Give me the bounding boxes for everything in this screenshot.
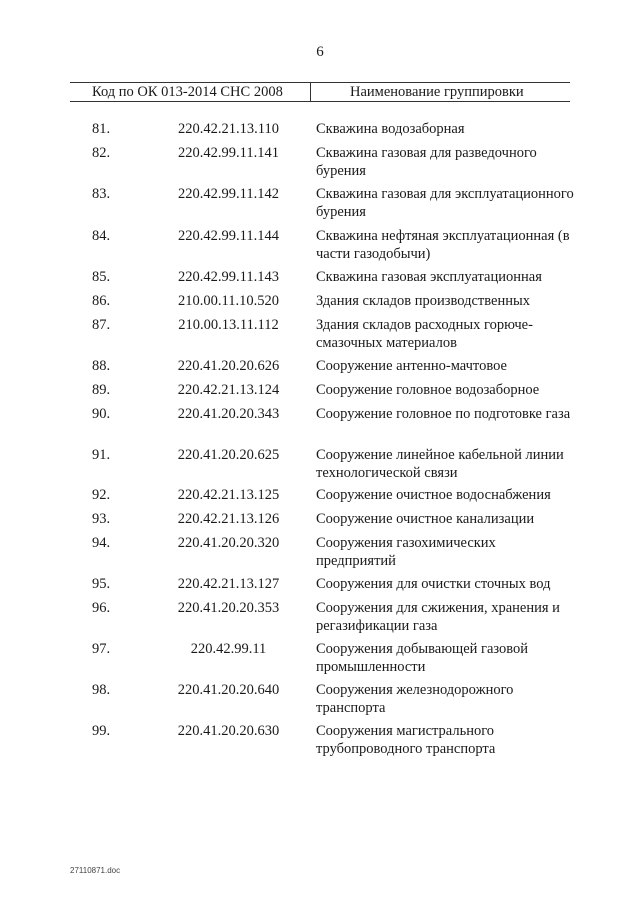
row-code: 220.42.21.13.126	[177, 511, 280, 527]
row-number: 81.	[92, 121, 111, 137]
row-number: 86.	[92, 293, 111, 309]
row-code: 220.42.21.13.127	[177, 576, 280, 592]
table-header-top-rule	[70, 82, 570, 83]
table-header-divider	[310, 83, 311, 101]
row-code: 220.41.20.20.630	[177, 723, 280, 739]
row-code: 220.42.99.11.141	[178, 145, 279, 161]
row-code: 220.42.99.11	[190, 641, 267, 657]
row-number: 85.	[92, 269, 111, 285]
row-code: 210.00.11.10.520	[178, 293, 279, 309]
row-number: 96.	[92, 600, 111, 616]
column-header-code: Код по ОК 013-2014 СНС 2008	[92, 84, 283, 100]
row-name: Скважина газовая для эксплуатационного бурения	[316, 186, 574, 220]
row-code: 220.42.99.11.142	[178, 186, 279, 202]
row-number: 97.	[92, 641, 111, 657]
row-number: 92.	[92, 487, 111, 503]
row-number: 82.	[92, 145, 111, 161]
row-name: Сооружение очистное водоснабжения	[316, 487, 551, 503]
row-name: Сооружения железнодорожного транспорта	[316, 682, 514, 716]
row-name: Сооружение антенно-мачтовое	[316, 358, 507, 374]
row-number: 99.	[92, 723, 111, 739]
row-name: Сооружение головное по подготовке газа	[316, 406, 571, 422]
row-name: Здания складов производственных	[316, 293, 530, 309]
row-code: 220.42.21.13.124	[177, 382, 280, 398]
row-name: Сооружения газохимических предприятий	[316, 535, 496, 569]
row-number: 93.	[92, 511, 111, 527]
row-number: 91.	[92, 447, 111, 463]
row-code: 220.42.99.11.143	[178, 269, 279, 285]
row-number: 94.	[92, 535, 111, 551]
row-code: 210.00.13.11.112	[178, 317, 279, 333]
row-name: Сооружения магистрального трубопроводного транспорта	[316, 723, 496, 757]
row-number: 98.	[92, 682, 111, 698]
row-name: Скважина газовая эксплуатационная	[316, 269, 542, 285]
row-number: 88.	[92, 358, 111, 374]
row-number: 89.	[92, 382, 111, 398]
row-code: 220.41.20.20.626	[177, 358, 280, 374]
footer-filename: 27110871.doc	[70, 866, 121, 875]
row-code: 220.42.21.13.125	[177, 487, 280, 503]
row-name: Сооружение линейное кабельной линии технологической связи	[316, 447, 564, 481]
row-code: 220.41.20.20.320	[177, 535, 280, 551]
row-name: Сооружения для сжижения, хранения и регазификации газа	[316, 600, 560, 634]
row-code: 220.41.20.20.343	[177, 406, 280, 422]
row-code: 220.41.20.20.625	[177, 447, 280, 463]
row-name: Сооружения добывающей газовой промышленности	[316, 641, 529, 675]
page-number: 6	[316, 44, 324, 60]
row-code: 220.42.99.11.144	[178, 228, 279, 244]
row-name: Сооружение очистное канализации	[316, 511, 535, 527]
row-code: 220.41.20.20.640	[177, 682, 280, 698]
row-code: 220.42.21.13.110	[178, 121, 279, 137]
row-name: Сооружение головное водозаборное	[316, 382, 540, 398]
row-name: Скважина нефтяная эксплуатационная (в части газодобычи)	[316, 228, 570, 262]
row-number: 95.	[92, 576, 111, 592]
row-code: 220.41.20.20.353	[177, 600, 280, 616]
row-number: 83.	[92, 186, 111, 202]
row-name: Здания складов расходных горюче-смазочных материалов	[316, 317, 533, 351]
row-number: 90.	[92, 406, 111, 422]
row-name: Сооружения для очистки сточных вод	[316, 576, 551, 592]
table-header-bottom-rule	[70, 101, 570, 102]
column-header-name: Наименование группировки	[350, 84, 524, 100]
row-number: 84.	[92, 228, 111, 244]
row-name: Скважина водозаборная	[316, 121, 465, 137]
row-name: Скважина газовая для разведочного бурения	[316, 145, 537, 179]
row-number: 87.	[92, 317, 111, 333]
